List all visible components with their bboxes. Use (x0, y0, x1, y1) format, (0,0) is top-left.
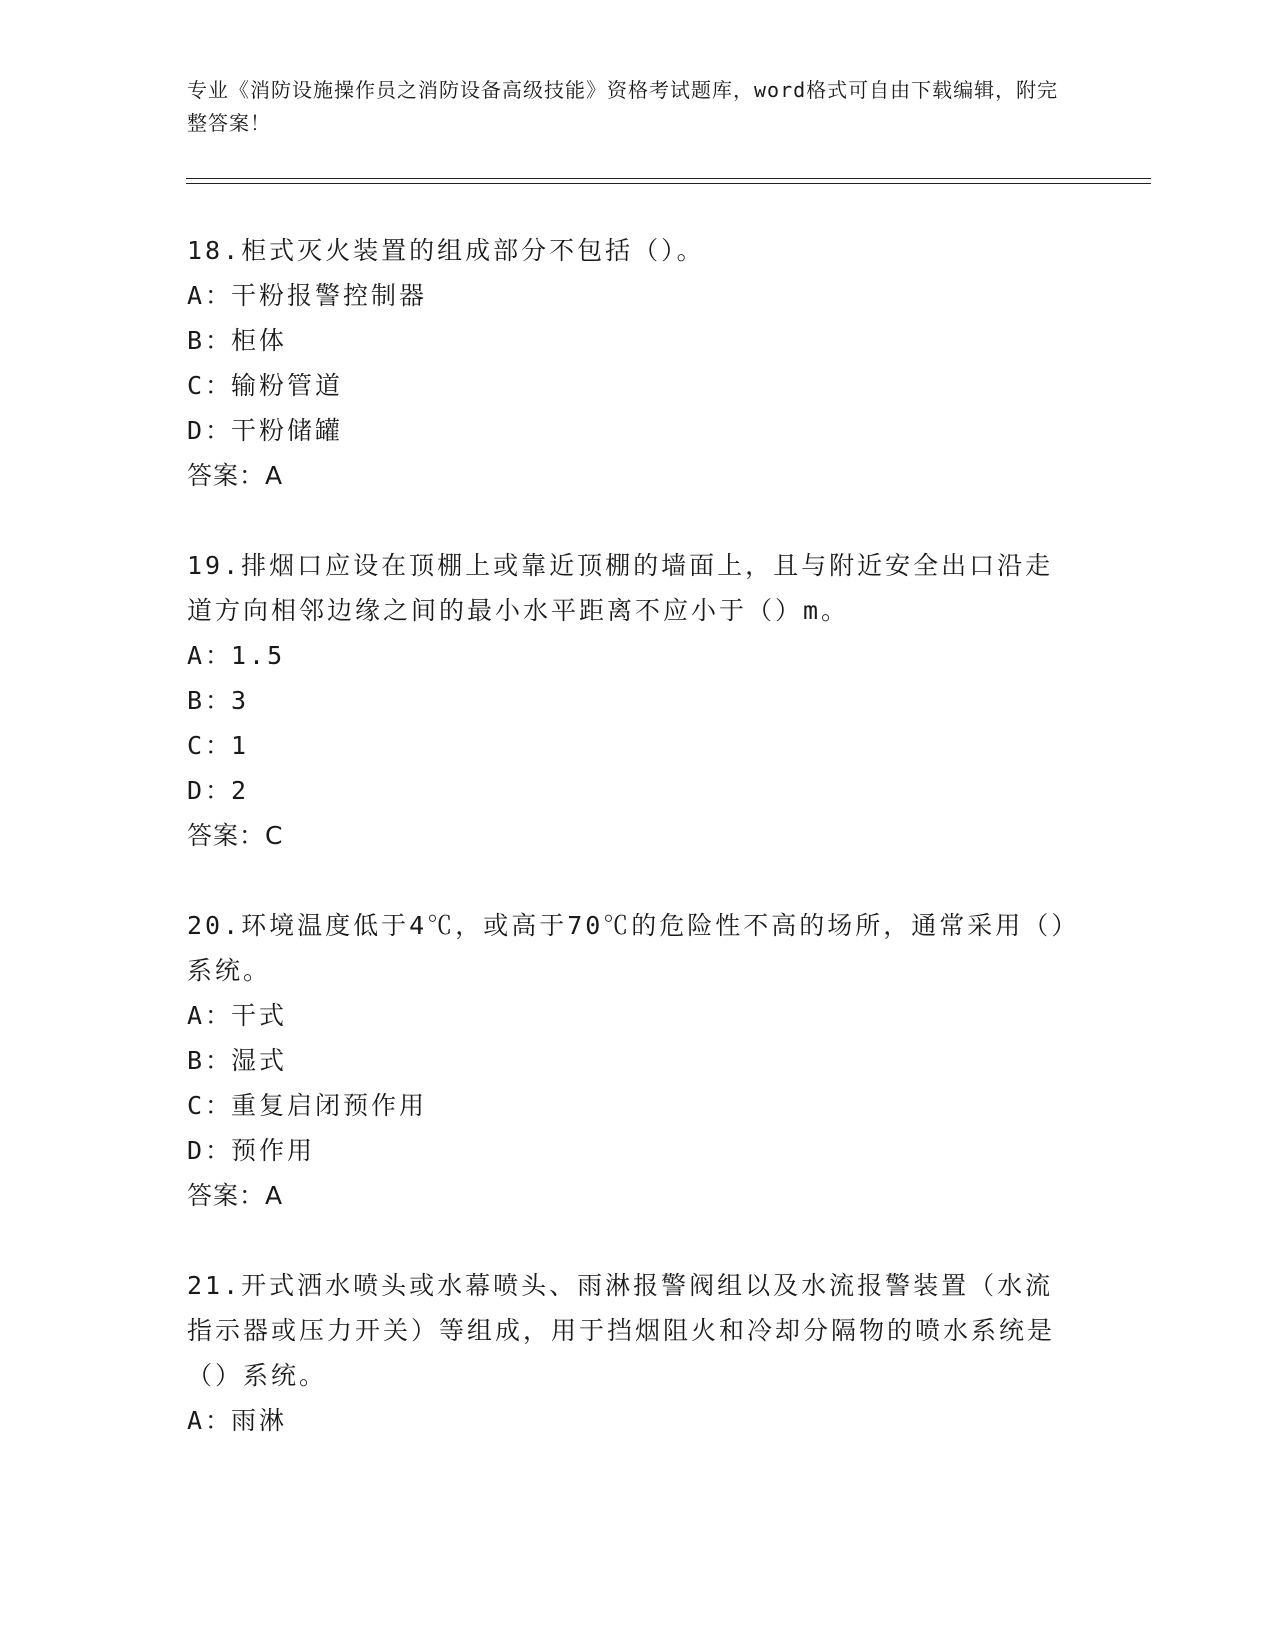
option-letter: A： (187, 1001, 234, 1030)
option-letter: A： (187, 281, 234, 310)
option-letter: C： (187, 731, 234, 760)
option-letter: D： (187, 776, 234, 805)
option-letter: C： (187, 1091, 234, 1120)
option-c (187, 1083, 1077, 1128)
option-letter: D： (187, 416, 234, 445)
option-b (187, 678, 1077, 723)
answer-line: 答案：C (187, 821, 284, 850)
question-number: 19. (187, 551, 242, 580)
question-18 (187, 228, 1077, 498)
option-letter: A： (187, 641, 234, 670)
header-divider-bottom (186, 183, 1151, 184)
question-21 (187, 1263, 1077, 1443)
question-number: 18. (187, 236, 242, 265)
header-divider-top (186, 178, 1151, 179)
option-letter: B： (187, 1046, 234, 1075)
option-d (187, 408, 1077, 453)
option-a (187, 633, 1077, 678)
question-19 (187, 543, 1077, 858)
option-a (187, 993, 1077, 1038)
option-a (187, 1398, 1077, 1443)
answer-line: 答案：A (187, 461, 284, 490)
option-c (187, 363, 1077, 408)
option-text: 干粉报警控制器 (231, 281, 428, 310)
answer-line: 答案：A (187, 1181, 284, 1210)
question-stem (187, 903, 1077, 993)
option-text: 输粉管道 (231, 371, 344, 400)
question-number: 21. (187, 1271, 242, 1300)
option-text: 1 (231, 731, 250, 760)
option-letter: B： (187, 326, 234, 355)
header-text: 专业《消防设施操作员之消防设备高级技能》资格考试题库，word格式可自由下载编辑，附完整答案！ (187, 78, 1059, 135)
question-number: 20. (187, 911, 242, 940)
question-stem (187, 1263, 1077, 1398)
option-letter: B： (187, 686, 234, 715)
option-letter: A： (187, 1406, 234, 1435)
option-b (187, 318, 1077, 363)
question-text: 排烟口应设在顶棚上或靠近顶棚的墙面上，且与附近安全出口沿走道方向相邻边缘之间的最小水平距离不应小于（）m。 (187, 551, 1054, 625)
option-text: 2 (231, 776, 250, 805)
option-text: 1.5 (231, 641, 286, 670)
option-a (187, 273, 1077, 318)
option-text: 雨淋 (231, 1406, 288, 1435)
option-text: 干式 (231, 1001, 288, 1030)
option-text: 柜体 (231, 326, 288, 355)
option-text: 干粉储罐 (231, 416, 344, 445)
option-c (187, 723, 1077, 768)
question-text: 柜式灭火装置的组成部分不包括（）。 (241, 236, 705, 265)
option-b (187, 1038, 1077, 1083)
question-20 (187, 903, 1077, 1218)
option-text: 重复启闭预作用 (231, 1091, 428, 1120)
option-letter: D： (187, 1136, 234, 1165)
option-text: 3 (231, 686, 250, 715)
question-stem (187, 228, 1077, 273)
option-d (187, 1128, 1077, 1173)
question-list (187, 228, 1077, 1488)
option-letter: C： (187, 371, 234, 400)
question-text: 环境温度低于4℃，或高于70℃的危险性不高的场所，通常采用（）系统。 (187, 911, 1067, 985)
option-text: 湿式 (231, 1046, 288, 1075)
option-d (187, 768, 1077, 813)
question-stem (187, 543, 1077, 633)
option-text: 预作用 (231, 1136, 316, 1165)
document-header (187, 74, 1067, 140)
question-text: 开式洒水喷头或水幕喷头、雨淋报警阀组以及水流报警装置（水流指示器或压力开关）等组成，用于挡烟阻火和冷却分隔物的喷水系统是（）系统。 (187, 1271, 1056, 1390)
